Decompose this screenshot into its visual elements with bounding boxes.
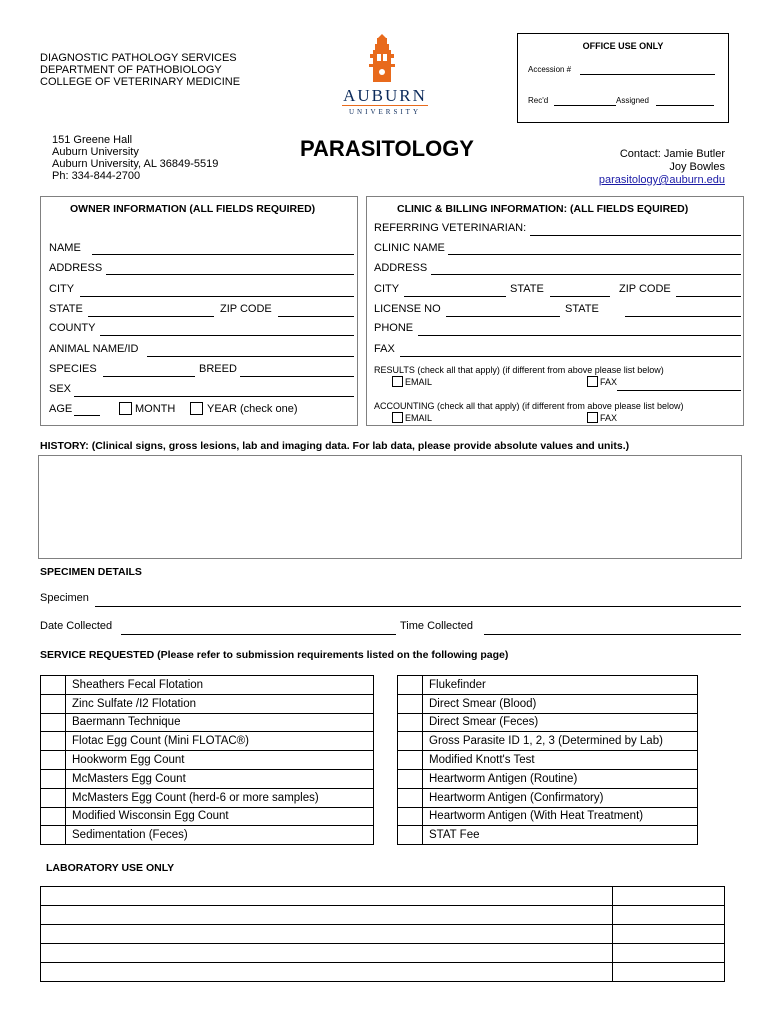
service-row: [41, 769, 374, 788]
age-field[interactable]: [74, 415, 100, 416]
logo-subtitle: UNIVERSITY: [349, 108, 421, 116]
contact-block: [599, 148, 725, 187]
org-line: DEPARTMENT OF PATHOBIOLOGY: [40, 64, 222, 76]
service-name: Flotac Egg Count (Mini FLOTAC®): [66, 732, 374, 751]
service-name: Heartworm Antigen (Confirmatory): [423, 788, 698, 807]
service-checkbox[interactable]: [398, 751, 423, 770]
owner-name-field[interactable]: [92, 254, 354, 255]
specimen-field[interactable]: [95, 606, 741, 607]
owner-city-label: CITY: [49, 283, 75, 295]
office-use-title: OFFICE USE ONLY: [582, 41, 664, 51]
service-row: [41, 694, 374, 713]
service-row: [398, 826, 698, 845]
animal-name-field[interactable]: [147, 356, 354, 357]
service-row: [41, 807, 374, 826]
species-field[interactable]: [103, 376, 195, 377]
phone-line: Ph: 334-844-2700: [52, 170, 141, 182]
contact-name: Contact: Jamie Butler: [619, 148, 725, 160]
service-name: Modified Knott's Test: [423, 751, 698, 770]
owner-city-field[interactable]: [80, 296, 354, 297]
lab-cell[interactable]: [613, 944, 725, 963]
owner-county-field[interactable]: [100, 335, 354, 336]
service-checkbox[interactable]: [41, 769, 66, 788]
lab-row: [41, 925, 725, 944]
fax-field[interactable]: [400, 356, 741, 357]
service-name: Modified Wisconsin Egg Count: [66, 807, 374, 826]
clinic-name-field[interactable]: [448, 254, 741, 255]
specimen-label: Specimen: [40, 592, 89, 604]
service-name: Flukefinder: [423, 676, 698, 695]
service-row: [41, 732, 374, 751]
service-row: [41, 826, 374, 845]
lab-cell[interactable]: [41, 887, 613, 906]
service-row: [398, 694, 698, 713]
accounting-fax-label: FAX: [600, 413, 618, 423]
lab-cell[interactable]: [613, 906, 725, 925]
clinic-zip-label: ZIP CODE: [619, 283, 671, 295]
page-title: PARASITOLOGY: [300, 136, 474, 161]
service-name: Zinc Sulfate /I2 Flotation: [66, 694, 374, 713]
service-checkbox[interactable]: [41, 751, 66, 770]
breed-label: BREED: [199, 363, 237, 375]
service-row: [398, 807, 698, 826]
assigned-label: Assigned: [616, 96, 649, 105]
accounting-email-checkbox[interactable]: [392, 412, 403, 423]
lab-cell[interactable]: [41, 925, 613, 944]
service-checkbox[interactable]: [398, 694, 423, 713]
breed-field[interactable]: [240, 376, 354, 377]
ref-vet-label: REFERRING VETERINARIAN:: [374, 222, 527, 234]
service-checkbox[interactable]: [41, 694, 66, 713]
fax-label: FAX: [374, 343, 395, 355]
service-row: [398, 788, 698, 807]
service-name: Direct Smear (Feces): [423, 713, 698, 732]
date-collected-field[interactable]: [121, 634, 396, 635]
logo-wordmark: AUBURN: [343, 86, 427, 105]
address-block: [52, 134, 218, 182]
lab-cell[interactable]: [41, 906, 613, 925]
service-checkbox[interactable]: [41, 713, 66, 732]
clinic-title: CLINIC & BILLING INFORMATION: (ALL FIELDS EQUIRED): [397, 203, 689, 215]
service-row: [398, 732, 698, 751]
lab-row: [41, 906, 725, 925]
service-name: Heartworm Antigen (Routine): [423, 769, 698, 788]
recd-label: Rec'd: [528, 96, 549, 105]
service-row: [41, 788, 374, 807]
owner-zip-label: ZIP CODE: [220, 303, 272, 315]
address-line: 151 Greene Hall: [52, 134, 133, 146]
address-line: Auburn University: [52, 146, 139, 158]
lab-row: [41, 887, 725, 906]
year-label: YEAR (check one): [207, 403, 298, 415]
service-checkbox[interactable]: [398, 807, 423, 826]
clinic-address-field[interactable]: [431, 274, 741, 275]
owner-panel: [40, 196, 358, 426]
service-name: McMasters Egg Count: [66, 769, 374, 788]
clinic-city-label: CITY: [374, 283, 400, 295]
animal-name-label: ANIMAL NAME/ID: [49, 343, 139, 355]
org-block: [40, 52, 240, 88]
history-title: HISTORY: (Clinical signs, gross lesions, lab and imaging data. For lab data, please provide absolute values and units.): [40, 440, 630, 452]
license-state-field[interactable]: [625, 316, 741, 317]
service-checkbox[interactable]: [398, 826, 423, 845]
service-name: McMasters Egg Count (herd-6 or more samples): [66, 788, 374, 807]
service-checkbox[interactable]: [41, 732, 66, 751]
owner-address-field[interactable]: [106, 274, 354, 275]
service-checkbox[interactable]: [398, 676, 423, 695]
service-name: Sheathers Fecal Flotation: [66, 676, 374, 695]
time-collected-label: Time Collected: [400, 620, 473, 632]
month-checkbox[interactable]: [119, 402, 132, 415]
clinic-state-field[interactable]: [550, 296, 610, 297]
month-label: MONTH: [135, 403, 176, 415]
clinic-zip-field[interactable]: [676, 296, 741, 297]
org-line: DIAGNOSTIC PATHOLOGY SERVICES: [40, 52, 237, 64]
results-fax-checkbox[interactable]: [587, 376, 598, 387]
service-row: [398, 769, 698, 788]
ref-vet-field[interactable]: [530, 235, 741, 236]
results-label: RESULTS (check all that apply) (if different from above please list below): [374, 365, 664, 375]
accession-label: Accession #: [528, 65, 572, 74]
lab-cell[interactable]: [41, 963, 613, 982]
service-checkbox[interactable]: [41, 676, 66, 695]
results-email-label: EMAIL: [405, 377, 433, 387]
assigned-field[interactable]: [656, 105, 714, 106]
org-line: COLLEGE OF VETERINARY MEDICINE: [40, 76, 241, 88]
time-collected-field[interactable]: [484, 634, 741, 635]
service-checkbox[interactable]: [398, 788, 423, 807]
clinic-city-field[interactable]: [404, 296, 506, 297]
service-name: Sedimentation (Feces): [66, 826, 374, 845]
service-row: [398, 676, 698, 695]
age-label: AGE: [49, 403, 73, 415]
service-checkbox[interactable]: [41, 807, 66, 826]
license-state-label: STATE: [565, 303, 599, 315]
lab-cell[interactable]: [41, 944, 613, 963]
sex-field[interactable]: [74, 396, 354, 397]
service-name: Baermann Technique: [66, 713, 374, 732]
service-name: Gross Parasite ID 1, 2, 3 (Determined by Lab): [423, 732, 698, 751]
recd-field[interactable]: [554, 105, 616, 106]
service-row: [398, 751, 698, 770]
results-other-field[interactable]: [617, 390, 741, 391]
service-checkbox[interactable]: [398, 769, 423, 788]
owner-zip-field[interactable]: [278, 316, 354, 317]
service-name: STAT Fee: [423, 826, 698, 845]
specimen-title: SPECIMEN DETAILS: [40, 566, 142, 578]
service-row: [41, 751, 374, 770]
clinic-address-label: ADDRESS: [374, 262, 428, 274]
service-checkbox[interactable]: [41, 788, 66, 807]
results-fax-label: FAX: [600, 377, 618, 387]
history-textarea[interactable]: [38, 455, 742, 559]
service-row: [398, 713, 698, 732]
lab-title: LABORATORY USE ONLY: [46, 862, 175, 874]
service-checkbox[interactable]: [398, 732, 423, 751]
lab-row: [41, 944, 725, 963]
owner-name-label: NAME: [49, 242, 81, 254]
phone-label: PHONE: [374, 322, 414, 334]
sex-label: SEX: [49, 383, 72, 395]
service-row: [41, 676, 374, 695]
accounting-email-label: EMAIL: [405, 413, 433, 423]
owner-address-label: ADDRESS: [49, 262, 103, 274]
service-checkbox[interactable]: [41, 826, 66, 845]
owner-state-label: STATE: [49, 303, 83, 315]
license-label: LICENSE NO: [374, 303, 441, 315]
owner-title: OWNER INFORMATION (ALL FIELDS REQUIRED): [70, 203, 316, 215]
service-title: SERVICE REQUESTED (Please refer to submission requirements listed on the following page): [40, 649, 509, 661]
owner-county-label: COUNTY: [49, 322, 96, 334]
address-line: Auburn University, AL 36849-5519: [52, 158, 219, 170]
accession-field[interactable]: [580, 74, 715, 75]
lab-table: [40, 886, 725, 982]
service-table-left: [40, 675, 374, 845]
lab-cell[interactable]: [613, 887, 725, 906]
contact-email-link[interactable]: parasitology@auburn.edu: [598, 174, 725, 186]
clinic-state-label: STATE: [510, 283, 544, 295]
service-checkbox[interactable]: [398, 713, 423, 732]
lab-cell[interactable]: [613, 925, 725, 944]
service-name: Direct Smear (Blood): [423, 694, 698, 713]
lab-row: [41, 963, 725, 982]
logo-rule: [342, 105, 428, 106]
date-collected-label: Date Collected: [40, 620, 113, 632]
service-table-right: [397, 675, 698, 845]
phone-field[interactable]: [418, 335, 741, 336]
auburn-logo: [334, 34, 436, 122]
lab-cell[interactable]: [613, 963, 725, 982]
accounting-fax-checkbox[interactable]: [587, 412, 598, 423]
species-label: SPECIES: [49, 363, 97, 375]
office-use-box: [517, 33, 729, 123]
accounting-label: ACCOUNTING (check all that apply) (if different from above please list below): [374, 401, 684, 411]
service-row: [41, 713, 374, 732]
results-email-checkbox[interactable]: [392, 376, 403, 387]
license-field[interactable]: [446, 316, 560, 317]
owner-state-field[interactable]: [88, 316, 214, 317]
service-name: Hookworm Egg Count: [66, 751, 374, 770]
contact-name-2: Joy Bowles: [669, 161, 725, 173]
service-name: Heartworm Antigen (With Heat Treatment): [423, 807, 698, 826]
clinic-name-label: CLINIC NAME: [374, 242, 445, 254]
year-checkbox[interactable]: [190, 402, 203, 415]
